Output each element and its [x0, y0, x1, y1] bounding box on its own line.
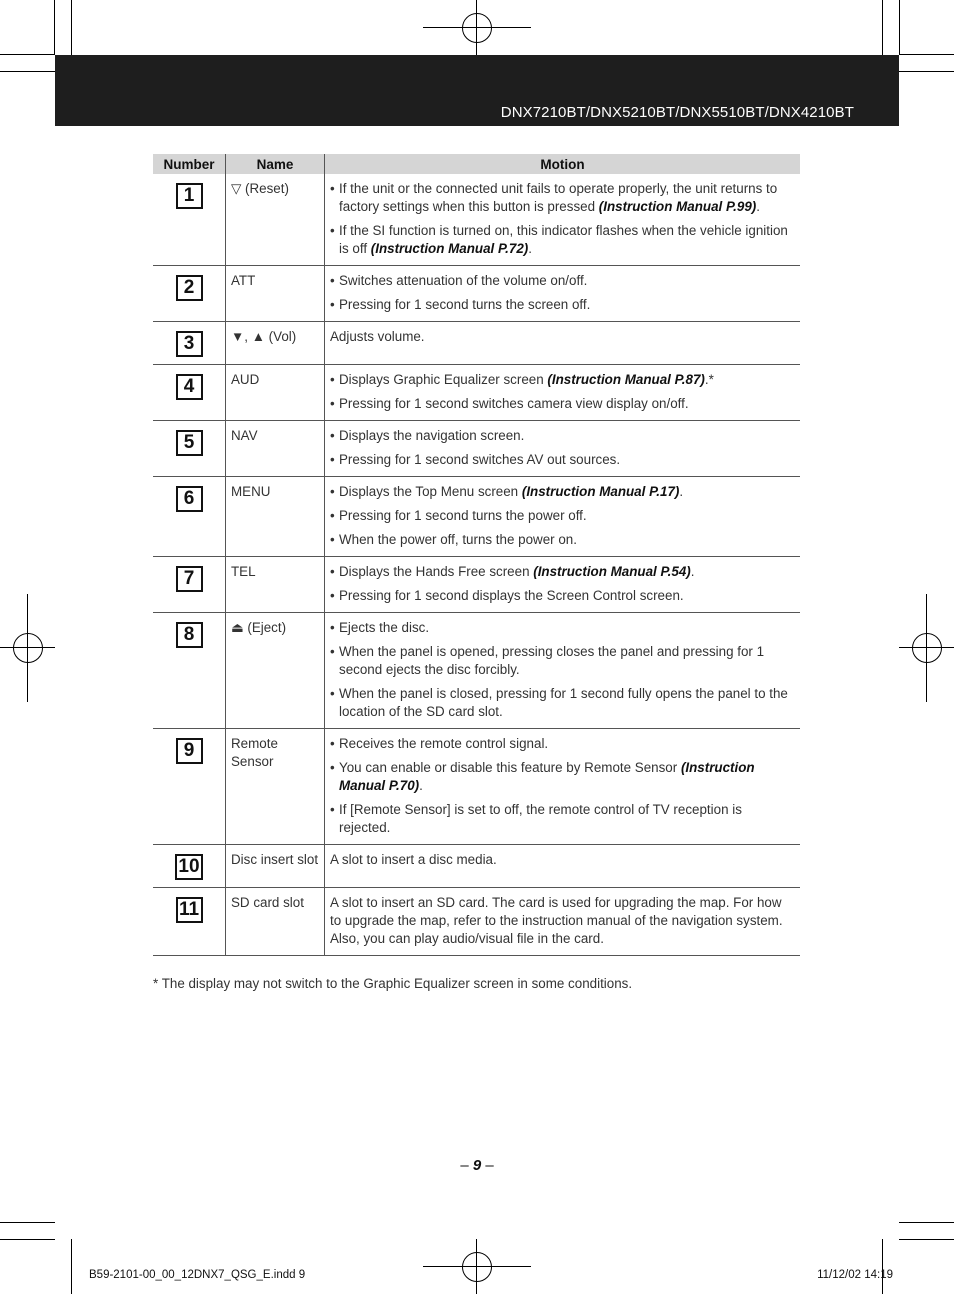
registration-circle: [912, 633, 942, 663]
table-row: [153, 613, 800, 729]
motion-bullet: [330, 451, 795, 469]
motion-bullet: [330, 507, 795, 525]
number-cell: [153, 322, 226, 365]
item-number-badge: 10: [175, 854, 202, 880]
manual-reference: (Instruction Manual P.17): [521, 484, 680, 499]
page-number: [0, 1157, 954, 1174]
name-cell: ▽ (Reset): [226, 174, 325, 266]
name-cell: SD card slot: [226, 888, 325, 956]
motion-text-segment: Adjusts volume.: [330, 329, 425, 344]
crop-mark: [899, 54, 954, 55]
name-cell: NAV: [226, 421, 325, 477]
crop-mark: [0, 54, 55, 55]
motion-cell: [325, 888, 801, 956]
page-number-value: 9: [472, 1157, 482, 1174]
motion-text-segment: Pressing for 1 second displays the Screen Control screen.: [339, 588, 684, 603]
motion-bullet: [330, 272, 795, 290]
motion-bullet: [330, 395, 795, 413]
motion-text-segment: .: [690, 564, 695, 579]
number-cell: [153, 888, 226, 956]
manual-reference: (Instruction Manual P.99): [598, 199, 757, 214]
registration-circle: [462, 1252, 492, 1282]
number-cell: [153, 421, 226, 477]
button-function-table: [153, 154, 800, 956]
table-row: [153, 266, 800, 322]
motion-text-segment: Displays the Top Menu screen: [339, 484, 522, 499]
item-number-badge: 9: [176, 738, 203, 764]
crop-mark: [882, 1239, 883, 1294]
motion-cell: [325, 322, 801, 365]
crop-mark: [899, 0, 900, 55]
motion-text-segment: Switches attenuation of the volume on/off.: [339, 273, 588, 288]
motion-text: [330, 851, 795, 869]
motion-text-segment: Also, you can play audio/visual file in the card.: [330, 931, 604, 946]
motion-cell: [325, 729, 801, 845]
crop-mark: [899, 1222, 954, 1223]
number-cell: [153, 845, 226, 888]
table-row: [153, 477, 800, 557]
motion-cell: [325, 613, 801, 729]
table-row: [153, 421, 800, 477]
motion-bullet: [330, 531, 795, 549]
table-row: [153, 322, 800, 365]
column-header-name: Name: [226, 154, 325, 174]
motion-bullet: [330, 759, 795, 795]
motion-text-segment: .: [756, 199, 760, 214]
table-body: [153, 174, 800, 956]
motion-bullet: [330, 735, 795, 753]
item-number-badge: 5: [176, 430, 203, 456]
motion-text: [330, 328, 795, 346]
crop-mark: [882, 0, 883, 55]
item-number-badge: 8: [176, 622, 203, 648]
column-header-number: Number: [153, 154, 226, 174]
table-row: [153, 174, 800, 266]
motion-bullet: [330, 619, 795, 637]
motion-bullet: [330, 483, 795, 501]
motion-text-segment: When the panel is opened, pressing closes the panel and pressing for 1 second ejects the disc forcibly.: [339, 644, 765, 677]
motion-text-segment: If [Remote Sensor] is set to off, the remote control of TV reception is rejected.: [339, 802, 742, 835]
motion-text-segment: Displays the navigation screen.: [339, 428, 525, 443]
motion-cell: [325, 845, 801, 888]
motion-bullet: [330, 371, 795, 389]
manual-reference: (Instruction Manual P.70): [339, 760, 755, 793]
motion-text-segment: Pressing for 1 second switches AV out sources.: [339, 452, 621, 467]
name-cell: TEL: [226, 557, 325, 613]
header-band: [55, 55, 899, 126]
motion-text: [330, 930, 795, 948]
page-number-dash: –: [481, 1157, 494, 1174]
motion-text-segment: Receives the remote control signal.: [339, 736, 549, 751]
number-cell: [153, 365, 226, 421]
table-row: [153, 888, 800, 956]
crop-mark: [899, 1239, 954, 1240]
table-row: [153, 729, 800, 845]
name-cell: ▼, ▲ (Vol): [226, 322, 325, 365]
item-number-badge: 11: [176, 897, 203, 923]
footnote: * The display may not switch to the Graphic Equalizer screen in some conditions.: [153, 976, 633, 991]
number-cell: [153, 174, 226, 266]
name-cell: MENU: [226, 477, 325, 557]
motion-text-segment: Displays the Hands Free screen: [339, 564, 534, 579]
crop-mark: [71, 1239, 72, 1294]
registration-circle: [13, 633, 43, 663]
motion-text-segment: .*: [704, 372, 714, 387]
model-title: DNX7210BT/DNX5210BT/DNX5510BT/DNX4210BT: [500, 104, 854, 121]
motion-text-segment: You can enable or disable this feature by Remote Sensor: [339, 760, 681, 775]
number-cell: [153, 477, 226, 557]
number-cell: [153, 613, 226, 729]
motion-bullet: [330, 222, 795, 258]
motion-bullet: [330, 643, 795, 679]
manual-reference: (Instruction Manual P.87): [547, 372, 705, 387]
table-row: [153, 365, 800, 421]
item-number-badge: 3: [176, 331, 203, 357]
motion-cell: [325, 365, 801, 421]
motion-text-segment: A slot to insert a disc media.: [330, 852, 497, 867]
crop-mark: [54, 0, 55, 55]
motion-text-segment: .: [419, 778, 423, 793]
item-number-badge: 6: [176, 486, 203, 512]
motion-text-segment: When the panel is closed, pressing for 1 second fully opens the panel to the location of the SD card slot.: [339, 686, 788, 719]
motion-text-segment: If the SI function is turned on, this indicator flashes when the vehicle ignition is off: [339, 223, 788, 256]
motion-text-segment: If the unit or the connected unit fails to operate properly, the unit returns to factory settings when this button is pressed: [339, 181, 778, 214]
motion-text: [330, 894, 795, 930]
motion-cell: [325, 477, 801, 557]
table-header-row: [153, 154, 800, 174]
motion-text-segment: .: [679, 484, 684, 499]
manual-reference: (Instruction Manual P.54): [533, 564, 691, 579]
motion-text-segment: Pressing for 1 second turns the screen off.: [339, 297, 591, 312]
table-row: [153, 845, 800, 888]
number-cell: [153, 729, 226, 845]
item-number-badge: 2: [176, 275, 203, 301]
item-number-badge: 7: [176, 566, 203, 592]
name-cell: Disc insert slot: [226, 845, 325, 888]
motion-bullet: [330, 427, 795, 445]
motion-text-segment: Ejects the disc.: [339, 620, 430, 635]
item-number-badge: 1: [176, 183, 203, 209]
number-cell: [153, 266, 226, 322]
crop-mark: [0, 1222, 55, 1223]
page-number-dash: –: [460, 1157, 473, 1174]
crop-mark: [0, 1239, 55, 1240]
motion-cell: [325, 266, 801, 322]
motion-text-segment: When the power off, turns the power on.: [339, 532, 577, 547]
number-cell: [153, 557, 226, 613]
table-row: [153, 557, 800, 613]
registration-circle: [462, 13, 492, 43]
crop-mark: [899, 71, 954, 72]
name-cell: ⏏ (Eject): [226, 613, 325, 729]
motion-cell: [325, 421, 801, 477]
name-cell: Remote Sensor: [226, 729, 325, 845]
name-cell: AUD: [226, 365, 325, 421]
motion-cell: [325, 557, 801, 613]
motion-bullet: [330, 180, 795, 216]
motion-cell: [325, 174, 801, 266]
motion-text-segment: Pressing for 1 second turns the power off.: [339, 508, 587, 523]
motion-bullet: [330, 801, 795, 837]
motion-bullet: [330, 296, 795, 314]
motion-text-segment: Pressing for 1 second switches camera view display on/off.: [339, 396, 689, 411]
name-cell: ATT: [226, 266, 325, 322]
manual-reference: (Instruction Manual P.72): [370, 241, 529, 256]
slug-filename: B59-2101-00_00_12DNX7_QSG_E.indd 9: [89, 1269, 306, 1281]
slug-timestamp: 11/12/02 14:19: [817, 1269, 893, 1281]
crop-mark: [71, 0, 72, 55]
motion-bullet: [330, 563, 795, 581]
motion-text-segment: Displays Graphic Equalizer screen: [339, 372, 548, 387]
motion-bullet: [330, 685, 795, 721]
motion-text-segment: A slot to insert an SD card. The card is used for upgrading the map. For how to upgrade the map, refer to the instruction manual of the navigation system.: [330, 895, 783, 928]
motion-text-segment: .: [528, 241, 532, 256]
column-header-motion: Motion: [325, 154, 801, 174]
item-number-badge: 4: [176, 374, 203, 400]
motion-bullet: [330, 587, 795, 605]
crop-mark: [0, 71, 55, 72]
